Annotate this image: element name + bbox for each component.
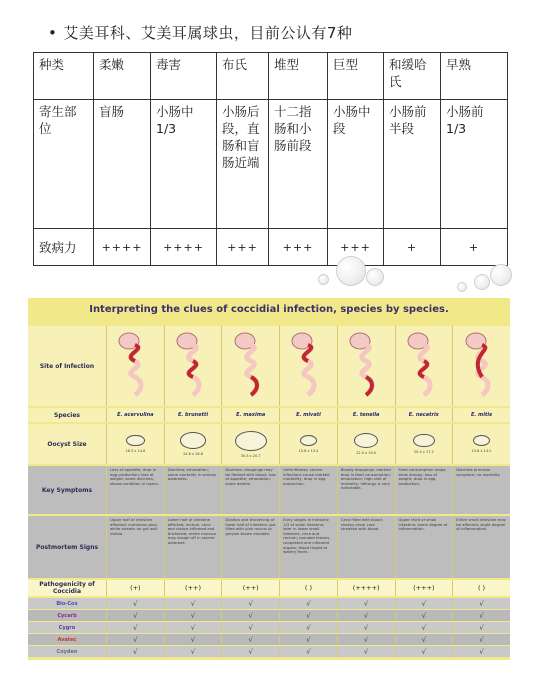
check-mark: √ bbox=[221, 646, 279, 657]
check-mark: √ bbox=[395, 646, 453, 657]
table-cell: + bbox=[441, 229, 508, 266]
postmortem-label: Postmortem Signs bbox=[35, 543, 99, 551]
intestine-diagram bbox=[279, 326, 337, 406]
check-mark: √ bbox=[395, 610, 453, 621]
check-mark: √ bbox=[337, 646, 395, 657]
oocyst-cell bbox=[279, 424, 337, 464]
table-cell: 十二指肠和小肠前段 bbox=[269, 100, 328, 229]
drug-name: Cygro bbox=[58, 624, 76, 631]
check-mark: √ bbox=[279, 646, 337, 657]
table-cell: 堆型 bbox=[269, 53, 328, 100]
check-mark: √ bbox=[337, 610, 395, 621]
check-mark: √ bbox=[395, 634, 453, 645]
oocyst-size-text: 22.0 x 19.0 bbox=[356, 450, 377, 455]
drug-row bbox=[28, 598, 510, 609]
check-mark: √ bbox=[106, 646, 164, 657]
intestine-diagram bbox=[337, 326, 395, 406]
oocyst-size-text: 18.3 x 14.6 bbox=[125, 449, 146, 454]
table-cell: +++ bbox=[269, 229, 328, 266]
intestine-icon bbox=[402, 329, 446, 403]
oocyst-size-text: 15.6 x 14.2 bbox=[471, 449, 492, 453]
site-label: Site of Infection bbox=[39, 362, 95, 370]
table-cell: 小肠后段，直肠和盲肠近端 bbox=[217, 100, 269, 229]
oocyst-shape bbox=[300, 435, 317, 446]
oocyst-cell bbox=[395, 424, 453, 464]
postmortem-text: Ceca filled with blood; cheesy cecal core streaked with blood. bbox=[337, 516, 395, 578]
intestine-icon bbox=[171, 329, 215, 403]
table-cell: 小肠前1/3 bbox=[441, 100, 508, 229]
drug-name: Avatec bbox=[57, 636, 77, 643]
intestine-diagram bbox=[221, 326, 279, 406]
table-cell: 小肠中1/3 bbox=[151, 100, 217, 229]
intestine-icon bbox=[344, 329, 388, 403]
check-mark: √ bbox=[452, 634, 510, 645]
oocyst-size-text: 24.6 x 18.8 bbox=[183, 451, 203, 456]
check-mark: √ bbox=[106, 634, 164, 645]
oocyst-cell bbox=[337, 424, 395, 464]
pathogenicity-value: ( ) bbox=[452, 580, 510, 596]
oocyst-label: Oocyst Size bbox=[47, 440, 87, 448]
table-cell: 和缓哈氏 bbox=[384, 53, 441, 100]
check-mark: √ bbox=[337, 622, 395, 633]
species-name: E. maxima bbox=[221, 408, 279, 422]
species-name: E. acervulina bbox=[106, 408, 164, 422]
check-mark: √ bbox=[221, 610, 279, 621]
check-mark: √ bbox=[452, 598, 510, 609]
table-cell: +++ bbox=[217, 229, 269, 266]
oocyst-shape bbox=[354, 433, 378, 448]
check-mark: √ bbox=[452, 610, 510, 621]
oocyst-size-text: 15.6 x 13.4 bbox=[298, 449, 319, 453]
symptom-text: Feed consumption drops; birds droopy; loss of weight; drop in egg production. bbox=[395, 466, 453, 514]
table-cell: +++ bbox=[328, 229, 384, 266]
oocyst-shape bbox=[235, 431, 267, 451]
bullet: • bbox=[48, 24, 58, 42]
symptom-text: Unthriftiness; severe infections cause marked morbidity; drop in egg production. bbox=[279, 466, 337, 514]
check-mark: √ bbox=[395, 622, 453, 633]
intestine-diagram bbox=[106, 326, 164, 406]
species-row bbox=[28, 408, 510, 422]
oocyst-shape bbox=[413, 434, 435, 448]
table-cell: 早熟 bbox=[441, 53, 508, 100]
species-table bbox=[33, 52, 508, 266]
species-name: E. necatrix bbox=[395, 408, 453, 422]
oocyst-shape bbox=[126, 435, 145, 447]
intestine-diagram bbox=[395, 326, 453, 406]
row-header-cell: 寄生部位 bbox=[34, 100, 94, 229]
title-text: 艾美耳科、艾美耳属球虫，目前公认有7种 bbox=[63, 24, 353, 42]
drug-row bbox=[28, 622, 510, 633]
pathogenicity-value: (++) bbox=[164, 580, 222, 596]
symptom-text: Bloody droppings; marked drop in feed consumption; emaciation; high rate of mortality; lethargy is very noticeable. bbox=[337, 466, 395, 514]
intestine-icon bbox=[460, 329, 504, 403]
oocyst-shape bbox=[180, 432, 206, 448]
check-mark: √ bbox=[279, 598, 337, 609]
intestine-icon bbox=[113, 329, 157, 403]
drug-row bbox=[28, 646, 510, 657]
oocyst-cell bbox=[106, 424, 164, 464]
oocyst-size-text: 30.5 x 20.7 bbox=[240, 453, 261, 458]
coccidia-chart-image bbox=[28, 298, 510, 660]
species-name: E. tenella bbox=[337, 408, 395, 422]
check-mark: √ bbox=[106, 610, 164, 621]
oocyst-cell bbox=[452, 424, 510, 464]
check-mark: √ bbox=[164, 634, 222, 645]
bubble-decoration bbox=[457, 282, 467, 292]
table-row bbox=[34, 229, 508, 266]
symptom-text: Diarrhea principal symptom; no mortality. bbox=[452, 466, 510, 514]
postmortem-text: Dilation and thickening of lower half of intestine; gut filled with pink mucus or greyish brown exudate. bbox=[221, 516, 279, 578]
postmortem-row bbox=[28, 516, 510, 578]
intestine-icon bbox=[286, 329, 330, 403]
bubble-decoration bbox=[474, 274, 490, 290]
postmortem-text: Upper half of intestine affected; numerous gray-white streaks on gut wall visible. bbox=[106, 516, 164, 578]
check-mark: √ bbox=[337, 634, 395, 645]
bubble-decoration bbox=[366, 268, 384, 286]
species-label: Species bbox=[54, 411, 80, 419]
symptoms-label: Key Symptoms bbox=[41, 486, 93, 494]
table-cell: 柔嫩 bbox=[94, 53, 151, 100]
table-cell: + bbox=[384, 229, 441, 266]
row-header-cell: 致病力 bbox=[34, 229, 94, 266]
oocyst-cell bbox=[164, 424, 222, 464]
row-header-cell: 种类 bbox=[34, 53, 94, 100]
pathogenicity-value: ( ) bbox=[279, 580, 337, 596]
species-name: E. mivati bbox=[279, 408, 337, 422]
species-name: E. mitis bbox=[452, 408, 510, 422]
bubble-decoration bbox=[490, 264, 512, 286]
intestine-diagram bbox=[452, 326, 510, 406]
pathogenicity-value: (++) bbox=[221, 580, 279, 596]
intestine-icon bbox=[229, 329, 273, 403]
table-cell: ++++ bbox=[94, 229, 151, 266]
page-title bbox=[48, 22, 352, 43]
oocyst-cell bbox=[221, 424, 279, 464]
symptom-text: Loss of appetite; drop in egg production; loss of weight; some diarrhea; shows condition in layers. bbox=[106, 466, 164, 514]
table-cell: 毒害 bbox=[151, 53, 217, 100]
postmortem-text: Entire small intestine may be affected; slight degree of inflammation. bbox=[452, 516, 510, 578]
check-mark: √ bbox=[164, 598, 222, 609]
check-mark: √ bbox=[337, 598, 395, 609]
check-mark: √ bbox=[221, 634, 279, 645]
check-mark: √ bbox=[279, 634, 337, 645]
check-mark: √ bbox=[221, 598, 279, 609]
pathogenicity-row bbox=[28, 580, 510, 596]
check-mark: √ bbox=[164, 622, 222, 633]
table-cell: 小肠前半段 bbox=[384, 100, 441, 229]
site-row bbox=[28, 326, 510, 406]
check-mark: √ bbox=[164, 610, 222, 621]
oocyst-shape bbox=[473, 435, 490, 446]
symptom-text: Diarrhea; droppings may be flecked with blood; loss of appetite; emaciation; some deaths. bbox=[221, 466, 279, 514]
check-mark: √ bbox=[106, 622, 164, 633]
check-mark: √ bbox=[221, 622, 279, 633]
check-mark: √ bbox=[279, 610, 337, 621]
symptoms-row bbox=[28, 466, 510, 514]
pathogenicity-value: (++++) bbox=[337, 580, 395, 596]
table-cell: 巨型 bbox=[328, 53, 384, 100]
table-cell: 盲肠 bbox=[94, 100, 151, 229]
check-mark: √ bbox=[279, 622, 337, 633]
pathogenicity-value: (+) bbox=[106, 580, 164, 596]
check-mark: √ bbox=[452, 622, 510, 633]
postmortem-text: Early stages in intestine 1/3 of small intestine; later in lower small intestine, ceca and rectum; rounded lesions, congested and inflamed organs; blood tinged to watery feces. bbox=[279, 516, 337, 578]
bubble-decoration bbox=[318, 274, 329, 285]
drug-name: Cycarb bbox=[57, 612, 77, 619]
table-row bbox=[34, 100, 508, 229]
bubble-decoration bbox=[336, 256, 366, 286]
check-mark: √ bbox=[164, 646, 222, 657]
table-cell: 布氏 bbox=[217, 53, 269, 100]
postmortem-text: Lower half of intestine affected; rectum, ceca and cloaca inflamed and thickened; entire mucosa may slough off in severe outbreak. bbox=[164, 516, 222, 578]
check-mark: √ bbox=[452, 646, 510, 657]
intestine-diagram bbox=[164, 326, 222, 406]
species-name: E. brunetti bbox=[164, 408, 222, 422]
drug-name: Bio-Cox bbox=[56, 600, 78, 607]
table-row bbox=[34, 53, 508, 100]
check-mark: √ bbox=[395, 598, 453, 609]
drug-name: Coyden bbox=[56, 648, 78, 655]
table-cell: 小肠中段 bbox=[328, 100, 384, 229]
table-cell: ++++ bbox=[151, 229, 217, 266]
pathogenicity-label: Pathogenicity of Coccidia bbox=[39, 581, 95, 595]
drug-row bbox=[28, 634, 510, 645]
drug-row bbox=[28, 610, 510, 621]
oocyst-row bbox=[28, 424, 510, 464]
pathogenicity-value: (+++) bbox=[395, 580, 453, 596]
postmortem-text: Upper third of small intestine; some degree of inflammation. bbox=[395, 516, 453, 578]
symptom-text: Diarrhea; emaciation; some mortality in serious outbreaks. bbox=[164, 466, 222, 514]
check-mark: √ bbox=[106, 598, 164, 609]
oocyst-size-text: 20.4 x 17.2 bbox=[413, 450, 434, 455]
chart-title: Interpreting the clues of coccidial infection, species by species. bbox=[89, 304, 449, 315]
